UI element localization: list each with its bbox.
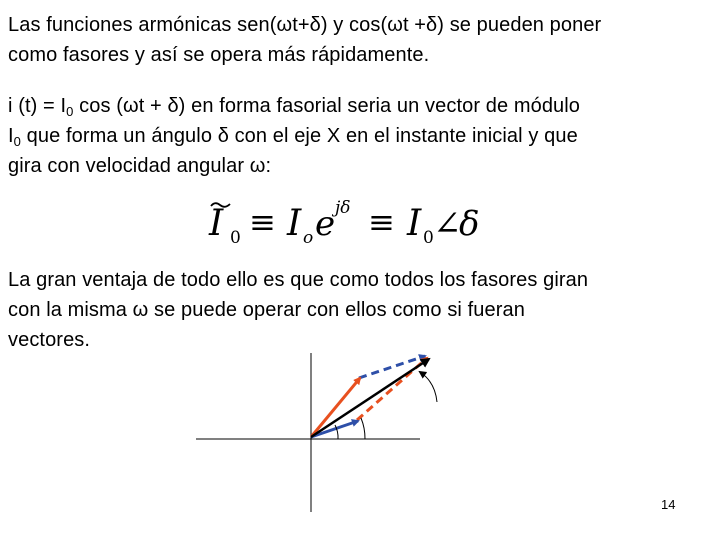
formula-lhs-symbol: I <box>209 203 224 244</box>
definition-line-1: i $(t) = I_0$ cos (ωt + δ) en forma fasorial seria un vector de módulo <box>8 95 581 119</box>
formula-lhs-sub: 0 <box>230 228 241 248</box>
formula-exponent: jδ <box>335 198 351 218</box>
formula-rhs-symbol: I <box>407 203 422 244</box>
formula-equiv-1: ≡ <box>249 203 276 241</box>
formula-rhs-sub: 0 <box>423 228 434 248</box>
angle-arc-outer <box>361 418 365 439</box>
formula-equiv-2: ≡ <box>368 203 395 241</box>
rotation-arrow-icon <box>420 372 437 402</box>
definition-line-2: $I_0$ que forma un ángulo δ con el eje X en el instante inicial y que <box>8 125 578 149</box>
advantage-line-1: La gran ventaja de todo ello es que como todos los fasores giran <box>8 269 589 291</box>
page-number: 14 <box>661 497 676 512</box>
intro-line-2: como fasores y así se opera más rápidamente. <box>8 44 430 66</box>
formula-angle-symbol: ∠ <box>433 204 462 244</box>
advantage-line-2: con la misma ω se puede operar con ellos como si fueran <box>8 299 525 321</box>
advantage-line-3: vectores. <box>8 329 91 351</box>
formula-mid-sub: o <box>303 228 314 248</box>
formula-rhs-delta: δ <box>459 204 480 244</box>
formula-base: e <box>315 204 336 244</box>
formula-mid-symbol: I <box>287 203 302 244</box>
intro-line-1: Las funciones armónicas sen(ωt+δ) y cos(ωt +δ) se pueden poner <box>8 14 602 36</box>
black-resultant-vector <box>311 359 429 437</box>
definition-line-3: gira con velocidad angular ω: <box>8 155 272 177</box>
